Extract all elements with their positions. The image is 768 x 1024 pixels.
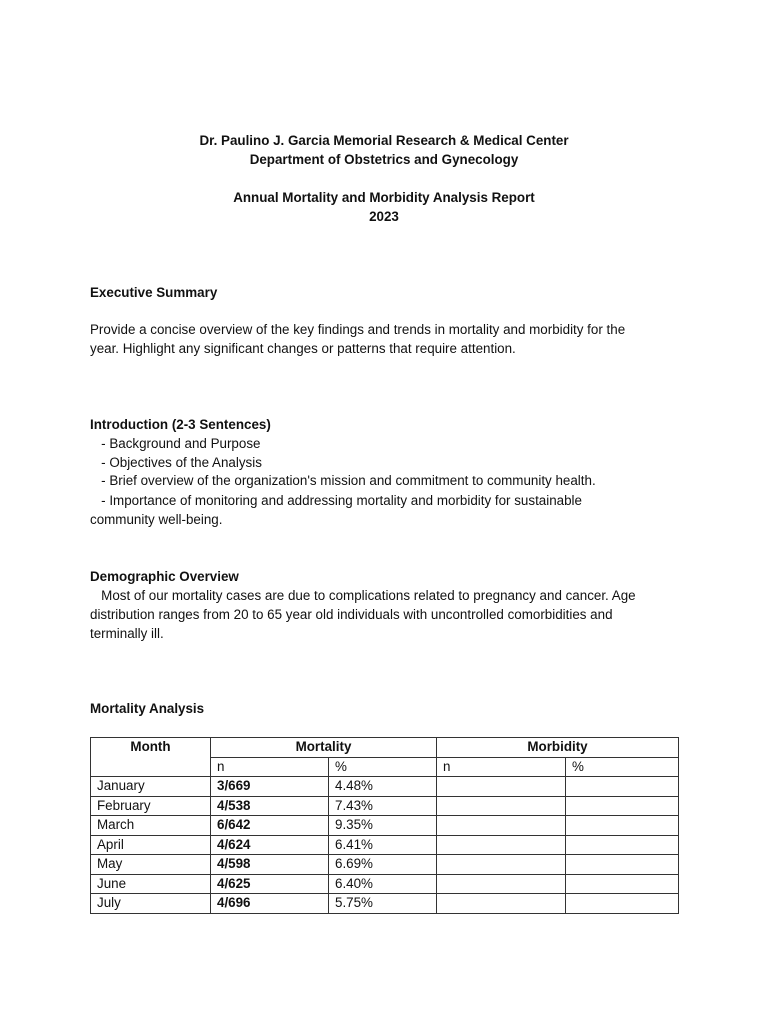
introduction-line: - Background and Purpose [90,436,261,451]
cell-morbidity-n [437,874,566,894]
cell-mortality-pct: 7.43% [329,796,437,816]
cell-mortality-pct: 4.48% [329,777,437,797]
mortality-morbidity-table [90,737,679,914]
cell-morbidity-pct [566,894,679,914]
cell-month: March [91,816,211,836]
cell-morbidity-n [437,796,566,816]
cell-morbidity-pct [566,835,679,855]
demographic-overview-line: terminally ill. [90,626,164,641]
table-row [91,796,679,816]
cell-morbidity-n [437,835,566,855]
table-row [91,855,679,875]
table-row [91,835,679,855]
executive-summary-line: Provide a concise overview of the key findings and trends in mortality and morbidity for the [90,322,626,337]
table-row [91,816,679,836]
cell-morbidity-n [437,777,566,797]
cell-mortality-pct: 9.35% [329,816,437,836]
subheader-morbidity-n: n [437,757,566,777]
cell-morbidity-n [437,816,566,836]
cell-month: May [91,855,211,875]
cell-morbidity-pct [566,777,679,797]
table-row [91,894,679,914]
cell-mortality-n: 4/696 [211,894,329,914]
cell-month: January [91,777,211,797]
table-row [91,874,679,894]
subheader-morbidity-pct: % [566,757,679,777]
cell-mortality-n: 3/669 [211,777,329,797]
cell-morbidity-pct [566,796,679,816]
header-morbidity: Morbidity [437,738,679,758]
subheader-mortality-pct: % [329,757,437,777]
introduction-line: - Objectives of the Analysis [90,455,262,470]
table-header-row [91,738,679,758]
cell-mortality-pct: 6.69% [329,855,437,875]
subheader-mortality-n: n [211,757,329,777]
demographic-overview-line: Most of our mortality cases are due to complications related to pregnancy and cancer. Age [90,588,636,603]
introduction-line: community well-being. [90,512,223,527]
cell-month: July [91,894,211,914]
executive-summary-line: year. Highlight any significant changes or patterns that require attention. [90,341,516,356]
cell-month: April [91,835,211,855]
cell-mortality-n: 4/538 [211,796,329,816]
cell-mortality-n: 6/642 [211,816,329,836]
mortality-analysis-heading: Mortality Analysis [90,701,205,716]
cell-morbidity-n [437,855,566,875]
introduction-line: - Importance of monitoring and addressing mortality and morbidity for sustainable [90,493,582,508]
cell-mortality-n: 4/598 [211,855,329,875]
cell-morbidity-pct [566,816,679,836]
table-row [91,777,679,797]
introduction-line: - Brief overview of the organization's mission and commitment to community health. [90,473,596,488]
cell-morbidity-pct [566,855,679,875]
cell-mortality-n: 4/625 [211,874,329,894]
cell-morbidity-pct [566,874,679,894]
cell-morbidity-n [437,894,566,914]
report-year: 2023 [369,209,399,224]
cell-mortality-pct: 6.41% [329,835,437,855]
department-name: Department of Obstetrics and Gynecology [249,152,519,167]
demographic-overview-heading: Demographic Overview [90,569,239,584]
cell-mortality-n: 4/624 [211,835,329,855]
demographic-overview-line: distribution ranges from 20 to 65 year old individuals with uncontrolled comorbidities and [90,607,613,622]
header-month: Month [91,738,211,777]
report-title: Annual Mortality and Morbidity Analysis Report [233,190,535,205]
cell-mortality-pct: 5.75% [329,894,437,914]
institution-name: Dr. Paulino J. Garcia Memorial Research & Medical Center [199,133,569,148]
introduction-heading: Introduction (2-3 Sentences) [90,417,271,432]
cell-month: February [91,796,211,816]
cell-month: June [91,874,211,894]
header-mortality: Mortality [211,738,437,758]
executive-summary-heading: Executive Summary [90,285,218,300]
cell-mortality-pct: 6.40% [329,874,437,894]
